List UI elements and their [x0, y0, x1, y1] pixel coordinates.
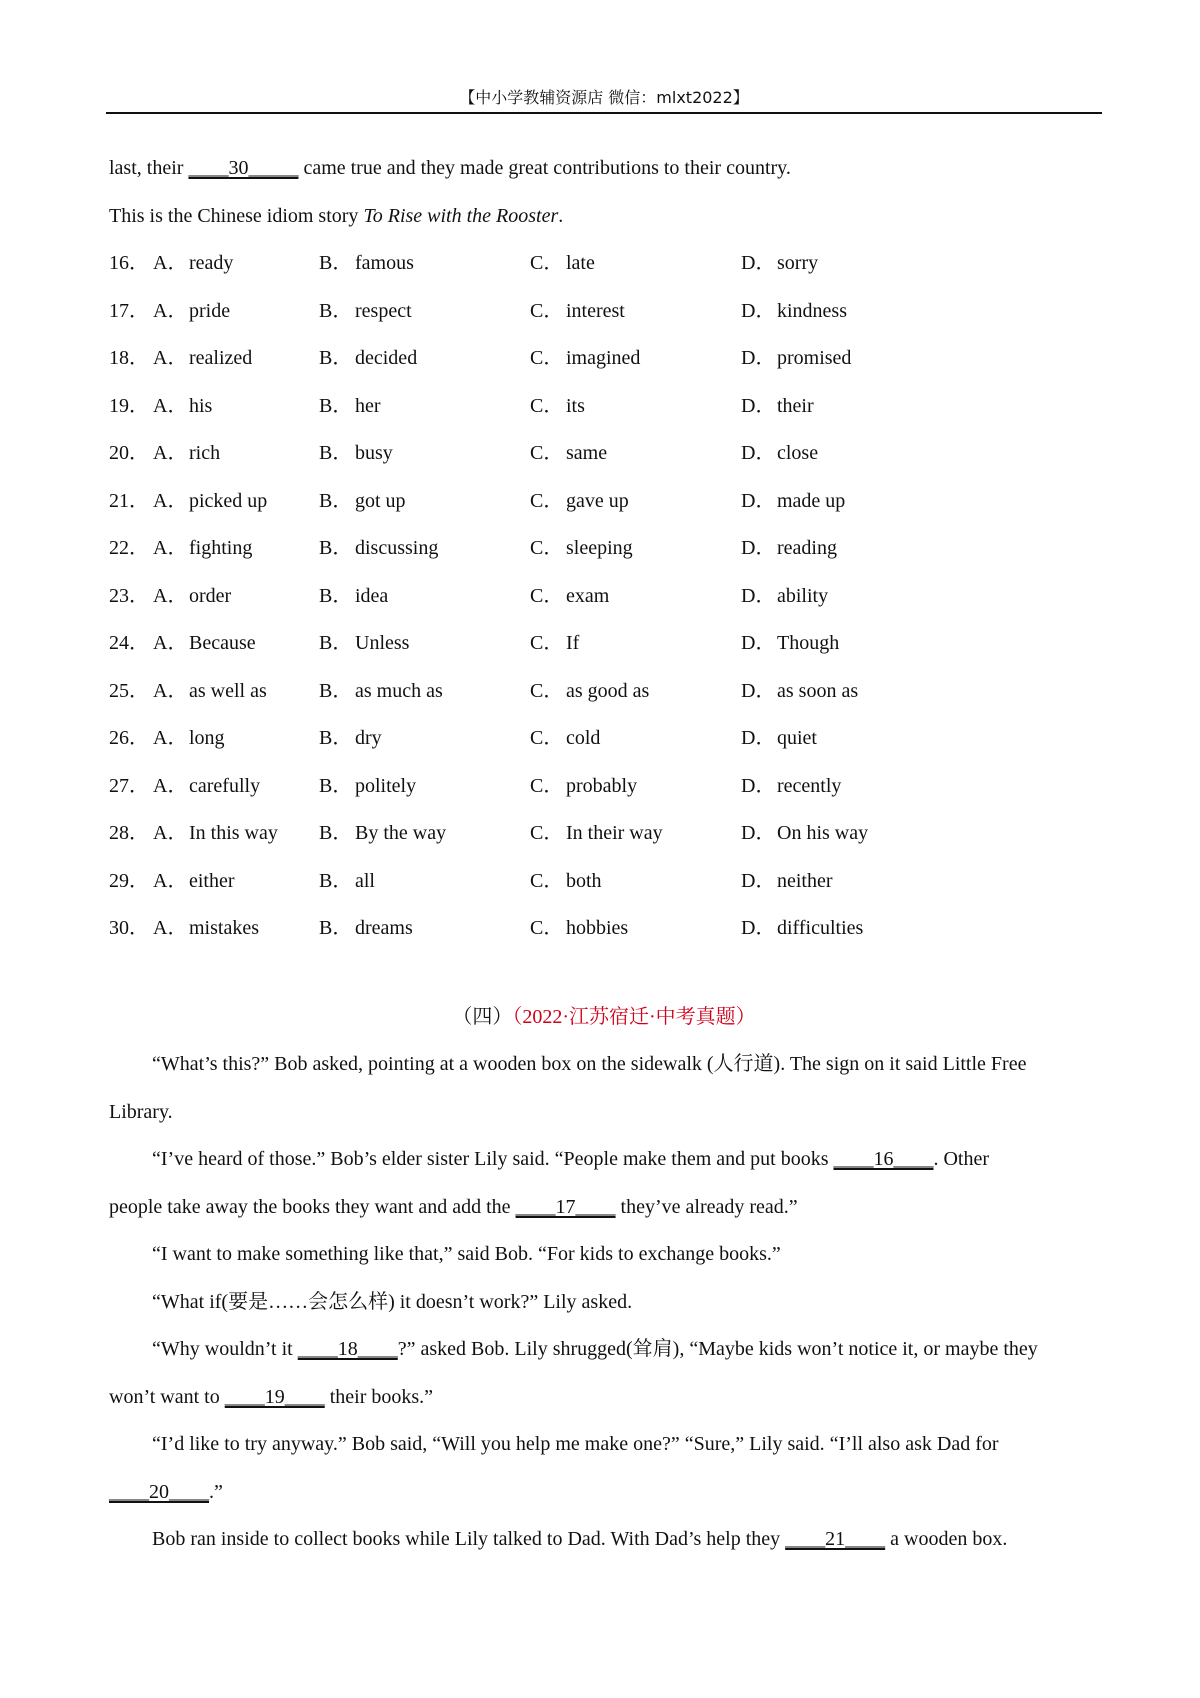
option-row — [109, 525, 1099, 573]
section-prefix: （四） — [452, 1005, 513, 1028]
option-text: quiet — [777, 727, 817, 749]
option-letter: B． — [319, 822, 353, 844]
option-letter: D． — [741, 917, 776, 939]
option-a — [109, 668, 319, 716]
option-letter: D． — [741, 822, 776, 844]
option-letter: B． — [319, 537, 353, 559]
option-letter: D． — [741, 679, 776, 702]
options-list — [109, 240, 1099, 953]
option-a — [109, 810, 319, 858]
passage-para-5-line-1 — [109, 1326, 1099, 1374]
option-text: realized — [189, 347, 253, 369]
option-row — [109, 905, 1099, 953]
option-d — [741, 763, 991, 811]
option-text: pride — [189, 299, 231, 322]
answer-blank-30: ____30_____ — [188, 157, 299, 179]
answer-blank-21: ____21____ — [785, 1528, 886, 1550]
option-letter: B． — [319, 442, 353, 464]
option-b — [319, 573, 530, 621]
option-letter: B． — [319, 299, 353, 322]
passage-para-2-line-2 — [109, 1184, 1099, 1232]
option-text: as soon as — [777, 679, 859, 702]
option-d — [741, 478, 991, 526]
option-d — [741, 525, 991, 573]
option-c — [530, 430, 741, 478]
option-text: got up — [355, 489, 406, 512]
option-text: On his way — [777, 822, 869, 844]
option-letter: C． — [530, 252, 564, 274]
option-c — [530, 810, 741, 858]
option-letter: A． — [153, 489, 188, 512]
text: “Why wouldn’t it — [152, 1338, 298, 1360]
option-a — [109, 715, 319, 763]
option-c — [530, 620, 741, 668]
option-text: discussing — [355, 537, 439, 559]
option-letter: D． — [741, 584, 776, 607]
option-b — [319, 620, 530, 668]
answer-blank-20: ____20____ — [109, 1480, 209, 1503]
option-text: dry — [355, 727, 382, 749]
option-a — [109, 905, 319, 953]
option-letter: C． — [530, 822, 564, 844]
option-letter: B． — [319, 917, 353, 939]
option-text: carefully — [189, 774, 261, 797]
option-letter: B． — [319, 489, 353, 512]
passage-para-7 — [109, 1516, 1099, 1564]
option-text: politely — [355, 774, 417, 797]
option-letter: C． — [530, 584, 564, 607]
passage-para-2-line-1 — [109, 1136, 1099, 1184]
option-text: busy — [355, 442, 393, 464]
option-text: his — [189, 394, 213, 417]
text: people take away the books they want and add the — [109, 1195, 516, 1218]
option-a — [109, 240, 319, 288]
question-number: 29． — [109, 869, 149, 892]
option-letter: C． — [530, 537, 564, 559]
option-row — [109, 383, 1099, 431]
option-letter: A． — [153, 679, 188, 702]
option-d — [741, 335, 991, 383]
option-d — [741, 430, 991, 478]
option-a — [109, 763, 319, 811]
option-text: ability — [777, 584, 829, 607]
option-letter: A． — [153, 442, 188, 464]
question-number: 17． — [109, 299, 149, 322]
option-text: both — [566, 869, 602, 892]
document-body — [109, 145, 1099, 1564]
option-b — [319, 240, 530, 288]
option-c — [530, 763, 741, 811]
passage-para-6-line-2 — [109, 1469, 1099, 1517]
option-d — [741, 715, 991, 763]
option-text: promised — [777, 347, 852, 369]
option-letter: D． — [741, 869, 776, 892]
option-letter: B． — [319, 727, 353, 749]
option-text: respect — [355, 299, 412, 322]
story-title: To Rise with the Rooster — [363, 204, 559, 227]
option-letter: A． — [153, 394, 188, 417]
option-d — [741, 620, 991, 668]
option-letter: B． — [319, 632, 353, 654]
option-letter: C． — [530, 774, 564, 797]
option-letter: D． — [741, 632, 776, 654]
question-number: 18． — [109, 347, 149, 369]
question-number: 28． — [109, 822, 149, 844]
option-letter: B． — [319, 347, 353, 369]
text: Bob ran inside to collect books while Lily talked to Dad. With Dad’s help they — [152, 1528, 786, 1550]
option-text: In this way — [189, 822, 278, 844]
option-letter: A． — [153, 774, 188, 797]
text: . — [558, 204, 564, 227]
option-row — [109, 240, 1099, 288]
option-letter: D． — [741, 347, 776, 369]
option-text: as much as — [355, 679, 443, 702]
option-b — [319, 335, 530, 383]
option-row — [109, 715, 1099, 763]
option-letter: C． — [530, 347, 564, 369]
option-b — [319, 858, 530, 906]
text: . Other — [933, 1148, 990, 1170]
option-letter: D． — [741, 299, 776, 322]
passage-para-1-line-1: “What’s this?” Bob asked, pointing at a wooden box on the sidewalk (人行道). The sign on it said Little Free — [152, 1053, 1027, 1075]
option-c — [530, 240, 741, 288]
answer-blank-17: ____17____ — [515, 1195, 616, 1218]
option-letter: A． — [153, 252, 188, 274]
text: This is the Chinese idiom story — [109, 204, 364, 227]
option-text: sleeping — [566, 537, 633, 559]
option-text: dreams — [355, 917, 413, 939]
question-number: 23． — [109, 584, 149, 607]
option-row — [109, 335, 1099, 383]
option-letter: C． — [530, 299, 564, 322]
text: their books.” — [324, 1385, 434, 1408]
option-text: interest — [566, 299, 625, 322]
option-letter: C． — [530, 442, 564, 464]
option-letter: D． — [741, 252, 776, 274]
option-letter: C． — [530, 394, 564, 417]
option-row — [109, 668, 1099, 716]
option-text: Because — [189, 632, 256, 654]
passage-para-5-line-2 — [109, 1374, 1099, 1422]
option-b — [319, 430, 530, 478]
option-text: recently — [777, 774, 842, 797]
question-number: 19． — [109, 394, 149, 417]
option-c — [530, 573, 741, 621]
option-text: ready — [189, 252, 234, 274]
option-row — [109, 620, 1099, 668]
option-letter: B． — [319, 679, 353, 702]
option-letter: A． — [153, 869, 188, 892]
text: came true and they made great contributions to their country. — [298, 157, 791, 179]
option-text: hobbies — [566, 917, 629, 939]
option-row — [109, 858, 1099, 906]
option-d — [741, 240, 991, 288]
option-letter: C． — [530, 679, 564, 702]
option-c — [530, 525, 741, 573]
option-text: its — [566, 394, 585, 417]
option-d — [741, 383, 991, 431]
option-letter: D． — [741, 394, 776, 417]
option-text: idea — [355, 584, 389, 607]
passage-para-4: “What if(要是……会怎么样) it doesn’t work?” Lily asked. — [152, 1290, 633, 1313]
passage-para-3: “I want to make something like that,” said Bob. “For kids to exchange books.” — [152, 1243, 781, 1265]
option-letter: A． — [153, 299, 188, 322]
option-text: sorry — [777, 252, 819, 274]
option-row — [109, 478, 1099, 526]
option-a — [109, 573, 319, 621]
option-c — [530, 668, 741, 716]
option-letter: B． — [319, 774, 353, 797]
option-a — [109, 288, 319, 336]
option-text: as well as — [189, 679, 267, 702]
option-letter: A． — [153, 727, 188, 749]
option-d — [741, 668, 991, 716]
option-letter: D． — [741, 537, 776, 559]
question-number: 30． — [109, 917, 149, 939]
option-text: decided — [355, 347, 418, 369]
text: won’t want to — [109, 1385, 225, 1408]
option-d — [741, 288, 991, 336]
option-text: neither — [777, 869, 833, 892]
option-c — [530, 905, 741, 953]
answer-blank-19: ____19____ — [224, 1385, 325, 1408]
option-letter: C． — [530, 917, 564, 939]
option-text: picked up — [189, 489, 268, 512]
section-source: （2022·江苏宿迁·中考真题） — [512, 1005, 756, 1028]
option-text: close — [777, 442, 819, 464]
option-a — [109, 858, 319, 906]
option-b — [319, 905, 530, 953]
option-text: By the way — [355, 822, 447, 844]
answer-blank-18: ____18____ — [297, 1338, 398, 1360]
option-letter: B． — [319, 394, 353, 417]
question-number: 24． — [109, 632, 149, 654]
option-c — [530, 858, 741, 906]
option-letter: C． — [530, 489, 564, 512]
option-b — [319, 383, 530, 431]
intro-line-2 — [109, 193, 1099, 241]
option-text: either — [189, 869, 235, 892]
option-text: mistakes — [189, 917, 259, 939]
option-letter: D． — [741, 442, 776, 464]
option-d — [741, 573, 991, 621]
option-letter: C． — [530, 632, 564, 654]
option-letter: B． — [319, 584, 353, 607]
option-text: fighting — [189, 537, 253, 559]
option-b — [319, 668, 530, 716]
option-text: In their way — [566, 822, 663, 844]
option-text: their — [777, 394, 814, 417]
option-a — [109, 335, 319, 383]
option-text: imagined — [566, 347, 641, 369]
option-row — [109, 810, 1099, 858]
option-c — [530, 383, 741, 431]
option-a — [109, 478, 319, 526]
question-number: 25． — [109, 679, 149, 702]
option-text: all — [355, 869, 375, 892]
option-b — [319, 763, 530, 811]
text: ?” asked Bob. Lily shrugged(耸肩), “Maybe kids won’t notice it, or maybe they — [397, 1338, 1038, 1360]
option-letter: A． — [153, 917, 188, 939]
option-a — [109, 430, 319, 478]
section-title — [109, 994, 1099, 1042]
option-letter: A． — [153, 822, 188, 844]
option-text: exam — [566, 584, 610, 607]
option-text: Unless — [355, 632, 410, 654]
option-text: as good as — [566, 679, 650, 702]
question-number: 20． — [109, 442, 149, 464]
option-row — [109, 573, 1099, 621]
option-text: made up — [777, 489, 846, 512]
option-text: cold — [566, 727, 601, 749]
option-c — [530, 335, 741, 383]
option-letter: D． — [741, 727, 776, 749]
intro-line-1 — [109, 145, 1099, 193]
option-a — [109, 383, 319, 431]
option-b — [319, 810, 530, 858]
option-text: same — [566, 442, 608, 464]
text: last, their — [109, 157, 189, 179]
option-letter: A． — [153, 537, 188, 559]
question-number: 21． — [109, 489, 149, 512]
option-text: long — [189, 727, 225, 749]
question-number: 26． — [109, 727, 149, 749]
option-c — [530, 715, 741, 763]
option-text: difficulties — [777, 917, 864, 939]
option-a — [109, 525, 319, 573]
option-text: order — [189, 584, 232, 607]
option-d — [741, 810, 991, 858]
option-a — [109, 620, 319, 668]
question-number: 27． — [109, 774, 149, 797]
option-text: kindness — [777, 299, 847, 322]
question-number: 16． — [109, 252, 149, 274]
question-number: 22． — [109, 537, 149, 559]
option-letter: C． — [530, 869, 564, 892]
option-text: probably — [566, 774, 638, 797]
option-d — [741, 858, 991, 906]
option-letter: A． — [153, 632, 188, 654]
answer-blank-16: ____16____ — [833, 1148, 934, 1170]
option-c — [530, 478, 741, 526]
option-row — [109, 288, 1099, 336]
text: .” — [209, 1480, 223, 1503]
option-letter: B． — [319, 252, 353, 274]
option-text: Though — [777, 632, 840, 654]
option-text: rich — [189, 442, 221, 464]
option-d — [741, 905, 991, 953]
option-letter: A． — [153, 347, 188, 369]
text: a wooden box. — [885, 1528, 1008, 1550]
option-b — [319, 715, 530, 763]
option-text: late — [566, 252, 595, 274]
page-header: 【中小学教辅资源店 微信：mlxt2022】 — [106, 84, 1102, 114]
option-row — [109, 430, 1099, 478]
option-b — [319, 478, 530, 526]
option-letter: C． — [530, 727, 564, 749]
option-letter: D． — [741, 489, 776, 512]
option-text: her — [355, 394, 381, 417]
option-c — [530, 288, 741, 336]
option-text: famous — [355, 252, 414, 274]
option-letter: D． — [741, 774, 776, 797]
option-text: If — [566, 632, 580, 654]
text: they’ve already read.” — [615, 1195, 798, 1218]
option-b — [319, 288, 530, 336]
passage-para-6-line-1: “I’d like to try anyway.” Bob said, “Will you help me make one?” “Sure,” Lily said. “I’ll also ask Dad for — [152, 1433, 999, 1455]
passage-para-1-line-2: Library. — [109, 1100, 173, 1123]
option-text: gave up — [566, 489, 629, 512]
text: “I’ve heard of those.” Bob’s elder sister Lily said. “People make them and put books — [152, 1148, 834, 1170]
option-text: reading — [777, 537, 837, 559]
option-letter: A． — [153, 584, 188, 607]
option-row — [109, 763, 1099, 811]
option-b — [319, 525, 530, 573]
option-letter: B． — [319, 869, 353, 892]
